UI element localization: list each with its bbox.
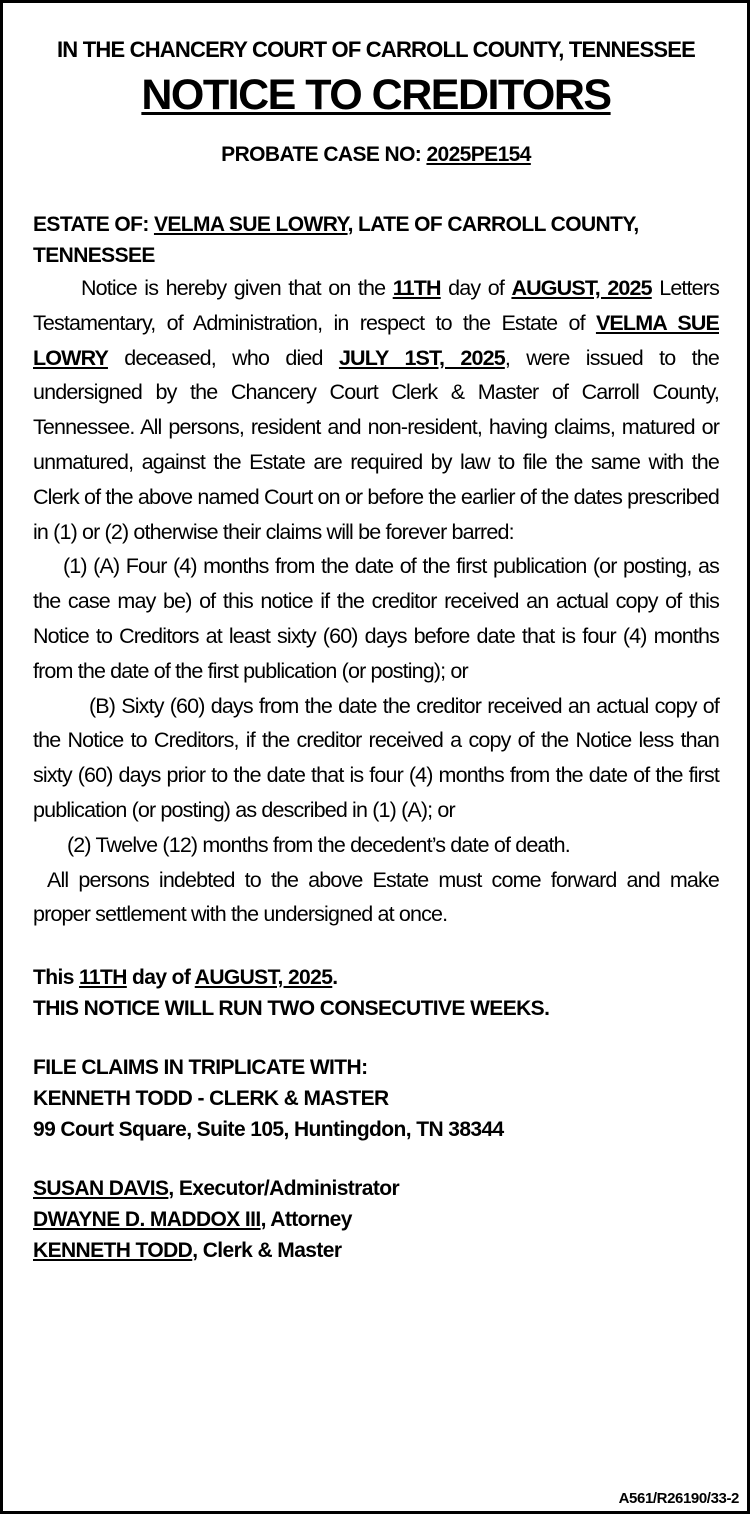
settlement-paragraph: All persons indebted to the above Estate must come forward and make proper settlement with the undersigned at once. [33, 867, 719, 927]
text-run: deceased, who died [107, 345, 339, 370]
ad-code: A561/R26190/33-2 [618, 1490, 739, 1507]
estate-name: VELMA SUE LOWRY [153, 213, 348, 236]
case-label: PROBATE CASE NO: [221, 143, 427, 166]
signatory-role: , Attorney [260, 1208, 352, 1232]
claims-heading: FILE CLAIMS IN TRIPLICATE WITH: [33, 1056, 368, 1080]
case-line [33, 141, 719, 169]
decedent-name: VELMA SUE LOWRY [33, 310, 719, 370]
dated-line [33, 962, 719, 993]
clause-2: (2) Twelve (12) months from the decedent’s date of death. [67, 832, 570, 857]
signatory-role: , Clerk & Master [192, 1239, 342, 1263]
death-date: JULY 1ST, 2025 [338, 345, 505, 370]
signatory-name: SUSAN DAVIS [33, 1177, 169, 1201]
notice-paragraph [33, 271, 719, 549]
letters-day: 11TH [392, 276, 441, 300]
text-run: Letters Testamentary, of Administration, in respect to the Estate of [33, 276, 719, 335]
signatory-name: DWAYNE D. MADDOX III [33, 1208, 261, 1232]
signatory-attorney [33, 1204, 719, 1235]
clause-1b: (B) Sixty (60) days from the date the creditor received an actual copy of the Notice to Creditors, if the creditor received a copy of the Notice less than sixty (60) days prior to the date that is four (4) months from the date of the first publication (or posting) as described in (1) (A); or [33, 693, 719, 822]
clerk-address: 99 Court Square, Suite 105, Huntingdon, TN 38344 [33, 1118, 504, 1142]
dated-month-year: AUGUST, 2025 [194, 966, 333, 990]
case-number: 2025PE154 [426, 143, 531, 166]
estate-suffix: , LATE OF CARROLL COUNTY, TENNESSEE [33, 213, 639, 267]
text-run: . [332, 966, 338, 990]
signatory-clerk [33, 1235, 719, 1266]
signatory-executor [33, 1173, 719, 1204]
signatory-name: KENNETH TODD [33, 1239, 193, 1263]
text-run: day of [440, 276, 512, 300]
clerk-line: KENNETH TODD - CLERK & MASTER [33, 1087, 389, 1111]
notice-title: NOTICE TO CREDITORS [141, 71, 611, 119]
run-notice: THIS NOTICE WILL RUN TWO CONSECUTIVE WEEKS. [33, 997, 550, 1021]
court-heading: IN THE CHANCERY COURT OF CARROLL COUNTY, TENNESSEE [57, 37, 695, 62]
signatory-role: , Executor/Administrator [168, 1177, 400, 1201]
estate-prefix: ESTATE OF: [33, 213, 154, 236]
estate-line [33, 209, 719, 271]
dated-day: 11TH [79, 966, 127, 990]
text-run: This [33, 966, 80, 990]
text-run: , were issued to the undersigned by the Chancery Court Clerk & Master of Carroll County, Tennessee. All persons, resident and non-resident, having claims, matured or unmatured, against the Estate are required by law to file the same with the Clerk of the above named Court on or before the earlier of the dates prescribed in (1) or (2) otherwise their claims will be forever barred: [33, 345, 720, 544]
text-run: day of [126, 966, 195, 990]
clause-1a: (1) (A) Four (4) months from the date of the first publication (or posting, as the case may be) of this notice if the creditor received an actual copy of this Notice to Creditors at least sixty (60) days before date that is four (4) months from the date of the first publication (or posting); or [33, 554, 719, 683]
text-run: Notice is hereby given that on the [81, 276, 393, 300]
letters-month-year: AUGUST, 2025 [511, 276, 652, 300]
